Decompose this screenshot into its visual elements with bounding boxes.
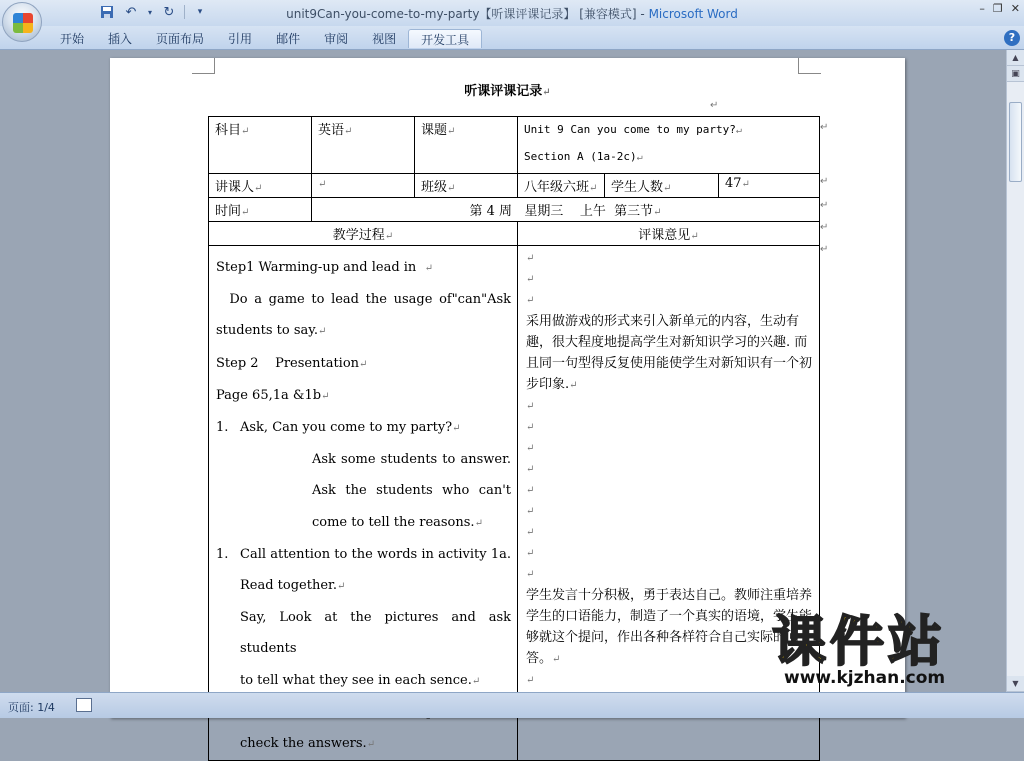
scroll-down-icon[interactable]: ▼ xyxy=(1007,676,1024,692)
process-line: Say, Look at the pictures and ask students xyxy=(240,610,516,657)
process-line: students to say.↵ xyxy=(216,323,327,339)
topic-value-cell[interactable]: Unit 9 Can you come to my party?↵ Section A (1a-2c)↵ xyxy=(518,117,820,174)
tab-page-layout[interactable]: 页面布局 xyxy=(156,32,205,46)
title-bar xyxy=(0,0,1024,26)
paragraph-mark: ↵ xyxy=(542,87,551,98)
title-text: 听课评课记录 xyxy=(464,84,543,99)
row-end-mark: ↵ xyxy=(820,200,829,211)
window-title xyxy=(0,5,1024,22)
row-end-mark: ↵ xyxy=(820,244,829,255)
restore-button[interactable]: ❐ xyxy=(992,2,1003,15)
comment-cell[interactable]: ↵ ↵ ↵ 采用做游戏的形式来引入新单元的内容，生动有趣，很大程度地提高学生对新知识学习的兴趣. 而且同一句型得反复使用能使学生对新知识有一个初步印象.↵ ↵ ↵ ↵ ↵ ↵ ↵ ↵ ↵ ↵ 学生发言十分积极，勇于表达自己。教师注重培养学生的口语能力，制造了一个真实的语境，学生能够就这个提问，作出各种各样符合自己实际的回答。↵ ↵ xyxy=(518,246,820,761)
office-button[interactable] xyxy=(2,2,42,42)
students-value-cell[interactable]: 47↵ xyxy=(719,174,820,198)
scroll-up-icon[interactable]: ▲ xyxy=(1007,50,1024,66)
row-end-mark: ↵ xyxy=(820,176,829,187)
crop-mark-top-right xyxy=(798,58,821,74)
ruler-toggle-icon[interactable]: ▣ xyxy=(1007,66,1024,82)
comment-header-cell: 评课意见↵ xyxy=(518,222,820,246)
process-line: 1. Ask, Can you come to my party?↵ xyxy=(216,412,511,444)
process-cell[interactable] xyxy=(209,246,518,761)
process-line: come to tell the reasons.↵ xyxy=(312,514,483,530)
subject-label-cell: 科目↵ xyxy=(209,117,312,174)
undo-icon[interactable]: ↶ xyxy=(125,4,137,20)
app-name: Microsoft Word xyxy=(648,7,738,21)
topic-line-1: Unit 9 Can you come to my party? xyxy=(524,123,736,136)
proofing-icon[interactable] xyxy=(76,698,92,712)
office-logo-icon xyxy=(13,13,33,33)
watermark-url: www.kjzhan.com xyxy=(784,668,946,688)
tab-review[interactable]: 审阅 xyxy=(324,32,349,46)
process-line: Step 2 Presentation↵ xyxy=(216,355,368,371)
tab-insert[interactable]: 插入 xyxy=(108,32,133,46)
table-row xyxy=(209,222,820,246)
process-line: check the answers.↵ xyxy=(240,736,376,752)
row-end-mark: ↵ xyxy=(820,222,829,233)
watermark-title: 课件站 xyxy=(772,610,946,673)
process-line: Step1 Warming-up and lead in ↵ xyxy=(216,260,433,275)
minimize-button[interactable]: – xyxy=(979,2,985,15)
watermark xyxy=(772,612,1008,692)
ribbon xyxy=(0,26,1024,50)
process-list xyxy=(216,252,516,760)
process-line: Do a game to lead the usage of"can"Ask xyxy=(216,292,512,308)
time-label-cell: 时间↵ xyxy=(209,198,312,222)
process-line: to tell what they see in each sence.↵ xyxy=(240,672,481,688)
process-line: Ask some students to answer. xyxy=(312,452,511,468)
chevron-down-icon[interactable]: ▾ xyxy=(147,7,152,17)
customize-qat-icon[interactable]: ▾ xyxy=(197,7,203,17)
table-row xyxy=(209,117,820,174)
table-row xyxy=(209,174,820,198)
process-line: Read together.↵ xyxy=(240,578,346,594)
scrollbar-thumb[interactable] xyxy=(1009,102,1022,182)
paragraph-mark: ↵ xyxy=(710,100,719,111)
process-header-cell: 教学过程↵ xyxy=(209,222,518,246)
lesson-record-table xyxy=(208,116,820,761)
subject-value-cell[interactable]: 英语↵ xyxy=(312,117,415,174)
process-line: Page 65,1a &1b↵ xyxy=(216,387,330,403)
window-controls xyxy=(979,2,1020,15)
table-row xyxy=(209,246,820,761)
comment-2: 学生发言十分积极，勇于表达自己。教师注重培养学生的口语能力，制造了一个真实的语境，学生能够就这个提问，作出各种各样符合自己实际的回答。↵ xyxy=(526,588,813,666)
class-label-cell: 班级↵ xyxy=(415,174,518,198)
document-title xyxy=(110,80,905,99)
teacher-value-cell[interactable]: ↵ xyxy=(312,174,415,198)
tab-references[interactable]: 引用 xyxy=(228,32,253,46)
process-line: Ask the students who can't xyxy=(312,483,511,499)
class-value-cell[interactable]: 八年级六班↵ xyxy=(518,174,605,198)
ribbon-tabs xyxy=(48,29,482,48)
tab-developer[interactable]: 开发工具 xyxy=(408,29,482,48)
document-name: unit9Can-you-come-to-my-party【听课评课记录】 [兼容模式] - xyxy=(286,7,649,21)
close-button[interactable]: ✕ xyxy=(1010,2,1020,15)
tab-mailings[interactable]: 邮件 xyxy=(276,32,301,46)
table-row xyxy=(209,198,820,222)
redo-icon[interactable]: ↻ xyxy=(163,4,175,20)
topic-label-cell: 课题↵ xyxy=(415,117,518,174)
vertical-scrollbar[interactable] xyxy=(1006,50,1024,692)
students-label-cell: 学生人数↵ xyxy=(605,174,719,198)
tab-view[interactable]: 视图 xyxy=(372,32,397,46)
help-icon[interactable]: ? xyxy=(1004,30,1020,46)
page-indicator[interactable]: 页面: 1/4 xyxy=(8,701,55,714)
teacher-label-cell: 讲课人↵ xyxy=(209,174,312,198)
tab-home[interactable]: 开始 xyxy=(60,32,85,46)
crop-mark-top-left xyxy=(192,58,215,74)
process-line: 1. Call attention to the words in activity 1a. xyxy=(216,539,511,570)
row-end-mark: ↵ xyxy=(820,122,829,133)
time-value-cell[interactable]: 第 4 周 星期三 上午 第三节↵ xyxy=(312,198,820,222)
status-bar xyxy=(0,692,1024,718)
list-number: 1. xyxy=(216,546,229,562)
comment-1: 采用做游戏的形式来引入新单元的内容，生动有趣，很大程度地提高学生对新知识学习的兴趣. 而且同一句型得反复使用能使学生对新知识有一个初步印象.↵ xyxy=(526,314,813,392)
list-number: 1. xyxy=(216,420,229,436)
topic-line-2: Section A (1a-2c) xyxy=(524,150,637,163)
